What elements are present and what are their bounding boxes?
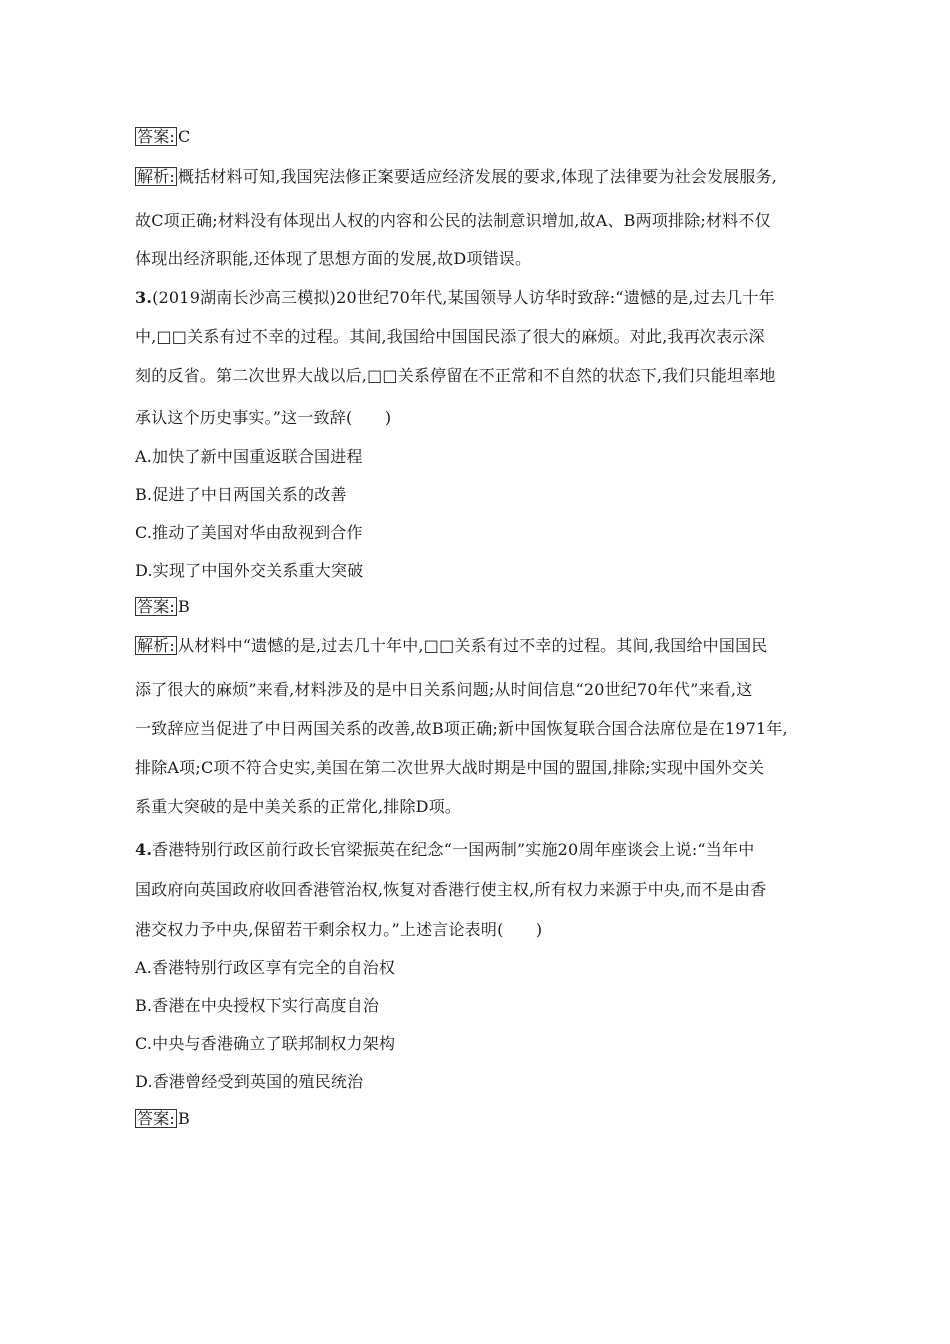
- q3-analysis-line-1: 解析: 从材料中“遗憾的是,过去几十年中,□□关系有过不幸的过程。其间,我国给中国国民: [137, 636, 768, 655]
- q3-analysis-line-5: 系重大突破的是中美关系的正常化,排除D项。: [135, 797, 462, 816]
- analysis-tag: 解析:: [137, 636, 175, 655]
- q3-analysis-line-4: 排除A项;C项不符合史实,美国在第二次世界大战时期是中国的盟国,排除;实现中国外交关: [135, 758, 765, 777]
- q4-answer: B: [178, 1109, 190, 1128]
- q2-answer-line: [135, 127, 190, 147]
- q3-analysis-line-3: 一致辞应当促进了中日两国关系的改善,故B项正确;新中国恢复联合国合法席位是在1971年,: [135, 719, 788, 738]
- q4-stem-line-2: 国政府向英国政府收回香港管治权,恢复对香港行使主权,所有权力来源于中央,而不是由香: [135, 880, 767, 899]
- q2-analysis-line-1: 解析: 概括材料可知,我国宪法修正案要适应经济发展的要求,体现了法律要为社会发展服务,: [137, 167, 778, 186]
- q4-option-a: A.香港特别行政区享有完全的自治权: [135, 958, 396, 977]
- q3-answer: B: [178, 597, 190, 616]
- q2-analysis-line-3: 体现出经济职能,还体现了思想方面的发展,故D项错误。: [135, 249, 532, 268]
- q3-option-d: D.实现了中国外交关系重大突破: [135, 561, 364, 580]
- analysis-tag: 解析:: [137, 167, 175, 186]
- q4-option-c: C.中央与香港确立了联邦制权力架构: [135, 1034, 396, 1053]
- q3-option-b: B.促进了中日两国关系的改善: [135, 485, 347, 504]
- q4-stem-line-1: 4.香港特别行政区前行政长官梁振英在纪念“一国两制”实施20周年座谈会上说:“当年中: [135, 840, 755, 859]
- q2-answer: C: [178, 127, 191, 146]
- answer-tag: 答案:: [137, 127, 175, 146]
- q4-stem-line-3: 港交权力予中央,保留若干剩余权力。”上述言论表明( ): [135, 920, 543, 939]
- q3-analysis-line-2: 添了很大的麻烦”来看,材料涉及的是中日关系问题;从时间信息“20世纪70年代”来看,这: [135, 680, 753, 699]
- q4-answer-line: [135, 1109, 190, 1129]
- q3-option-a: A.加快了新中国重返联合国进程: [135, 447, 363, 466]
- q3-stem-line-2: 中,□□关系有过不幸的过程。其间,我国给中国国民添了很大的麻烦。对此,我再次表示深: [135, 327, 765, 346]
- q3-stem-line-1: 3.(2019湖南长沙高三模拟)20世纪70年代,某国领导人访华时致辞:“遗憾的是,过去几十年: [135, 288, 775, 307]
- q4-option-d: D.香港曾经受到英国的殖民统治: [135, 1072, 364, 1091]
- q3-option-c: C.推动了美国对华由敌视到合作: [135, 523, 363, 542]
- q3-stem-line-3: 刻的反省。第二次世界大战以后,□□关系停留在不正常和不自然的状态下,我们只能坦率地: [135, 366, 776, 385]
- q4-number: 4.: [135, 840, 153, 859]
- q3-number: 3.: [135, 288, 153, 307]
- answer-tag: 答案:: [137, 597, 175, 616]
- q3-answer-line: [135, 597, 190, 617]
- q4-option-b: B.香港在中央授权下实行高度自治: [135, 996, 380, 1015]
- answer-tag: 答案:: [137, 1109, 175, 1128]
- q3-stem-line-4: 承认这个历史事实。”这一致辞( ): [135, 408, 392, 427]
- q2-analysis-line-2: 故C项正确;材料没有体现出人权的内容和公民的法制意识增加,故A、B两项排除;材料不仅: [135, 211, 771, 230]
